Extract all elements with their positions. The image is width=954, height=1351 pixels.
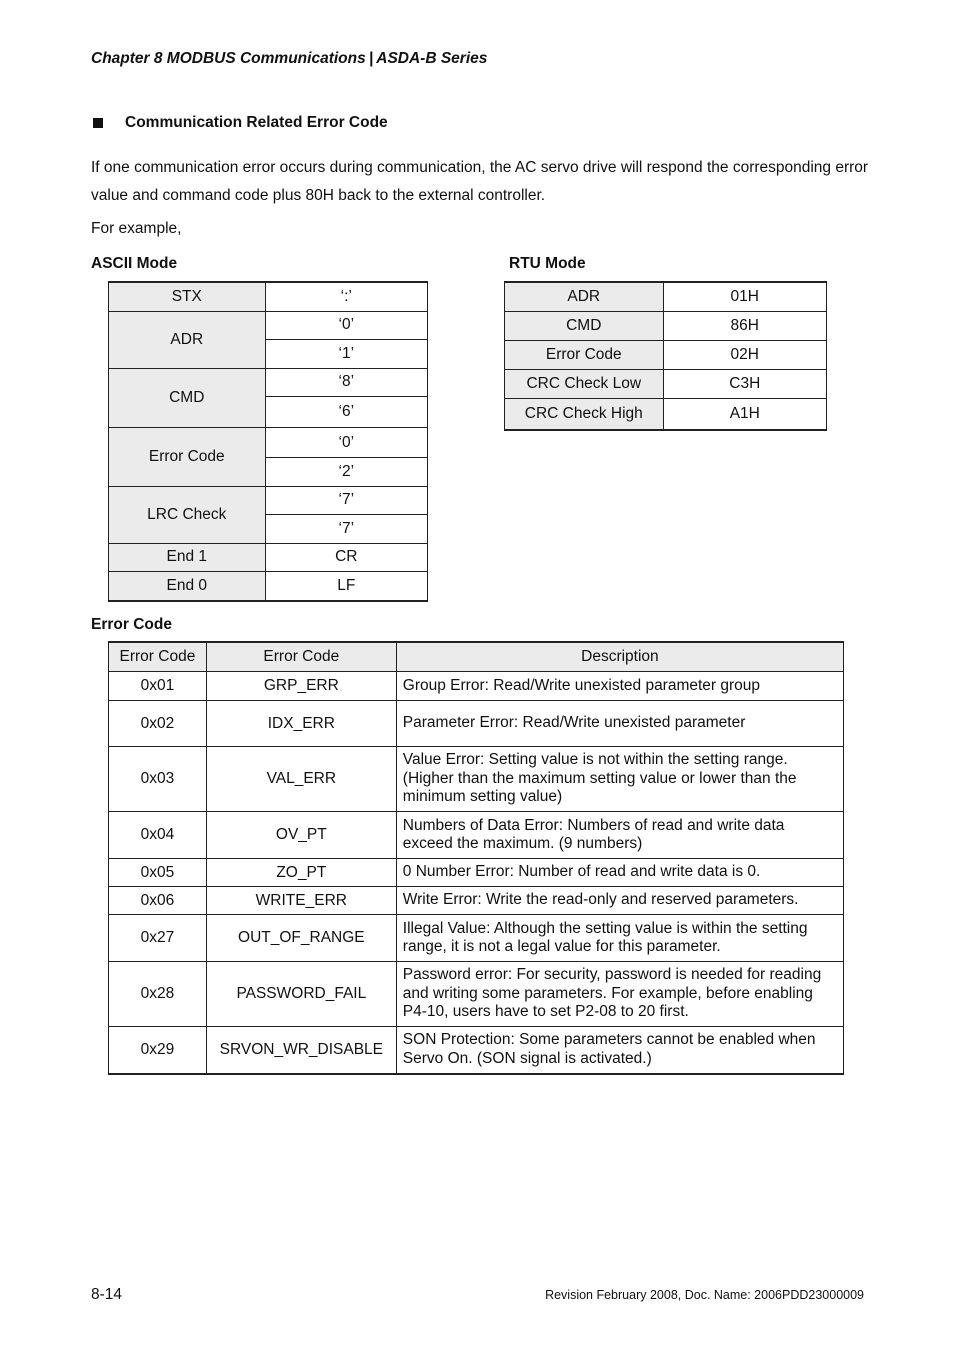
table-row (505, 282, 827, 312)
error-code-cell: 0x05 (109, 859, 207, 887)
error-name-cell: GRP_ERR (206, 672, 396, 701)
field-value: ‘8’ (265, 368, 427, 397)
field-value: ‘7’ (265, 515, 427, 544)
error-name-cell: WRITE_ERR (206, 887, 396, 915)
field-name: LRC Check (109, 486, 266, 543)
ascii-mode-table (108, 281, 428, 602)
table-row (109, 672, 844, 701)
field-value: 86H (663, 312, 826, 341)
column-header: Error Code (206, 642, 396, 672)
table-row (109, 701, 844, 747)
section-title: Communication Related Error Code (125, 114, 388, 131)
field-name: CMD (109, 368, 266, 428)
description-cell: Illegal Value: Although the setting value is within the setting range, it is not a legal value for this parameter. (396, 915, 843, 962)
error-code-cell: 0x01 (109, 672, 207, 701)
table-row (109, 962, 844, 1027)
description-cell: Group Error: Read/Write unexisted parameter group (396, 672, 843, 701)
field-name: End 1 (109, 543, 266, 572)
intro-paragraph: If one communication error occurs during communication, the AC servo drive will respond the corresponding error value and command code plus 80H back to the external controller. (91, 159, 869, 204)
error-name-cell: ZO_PT (206, 859, 396, 887)
table-row (109, 368, 428, 397)
field-value: ‘:’ (265, 282, 427, 311)
field-value: CR (265, 543, 427, 572)
error-code-label: Error Code (91, 616, 172, 633)
table-row (109, 572, 428, 601)
table-header-row (109, 642, 844, 672)
page-header: Chapter 8 MODBUS Communications | ASDA-B Series (91, 50, 488, 67)
field-value: ‘7’ (265, 486, 427, 515)
description-cell: Write Error: Write the read-only and reserved parameters. (396, 887, 843, 915)
table-row (505, 370, 827, 399)
error-name-cell: PASSWORD_FAIL (206, 962, 396, 1027)
column-header: Description (396, 642, 843, 672)
error-code-cell: 0x03 (109, 747, 207, 812)
description-cell: Numbers of Data Error: Numbers of read and write data exceed the maximum. (9 numbers) (396, 812, 843, 859)
error-code-cell: 0x29 (109, 1027, 207, 1074)
field-name: ADR (505, 282, 664, 312)
table-row (109, 428, 428, 458)
error-code-cell: 0x04 (109, 812, 207, 859)
error-name-cell: IDX_ERR (206, 701, 396, 747)
field-value: ‘6’ (265, 397, 427, 428)
field-name: CRC Check High (505, 399, 664, 431)
table-row (109, 915, 844, 962)
field-value: ‘0’ (265, 428, 427, 458)
example-label: For example, (91, 220, 182, 237)
bullet-square-icon (93, 118, 103, 128)
table-row (109, 887, 844, 915)
error-code-cell: 0x28 (109, 962, 207, 1027)
field-name: CMD (505, 312, 664, 341)
page-number: 8-14 (91, 1286, 123, 1303)
table-row (109, 543, 428, 572)
table-row (109, 812, 844, 859)
description-cell: 0 Number Error: Number of read and write data is 0. (396, 859, 843, 887)
field-name: Error Code (505, 341, 664, 370)
description-cell: SON Protection: Some parameters cannot be enabled when Servo On. (SON signal is activated.) (396, 1027, 843, 1074)
field-value: ‘1’ (265, 340, 427, 369)
description-cell: Parameter Error: Read/Write unexisted parameter (396, 701, 843, 747)
error-name-cell: OV_PT (206, 812, 396, 859)
section-heading (91, 114, 388, 132)
rtu-mode-table (504, 281, 827, 431)
error-name-cell: SRVON_WR_DISABLE (206, 1027, 396, 1074)
error-code-cell: 0x06 (109, 887, 207, 915)
description-cell: Password error: For security, password is needed for reading and writing some parameters. For example, before enabling P4-10, users have to set P2-08 to 20 first. (396, 962, 843, 1027)
error-code-cell: 0x02 (109, 701, 207, 747)
field-value: A1H (663, 399, 826, 431)
field-name: Error Code (109, 428, 266, 487)
field-value: ‘2’ (265, 458, 427, 487)
revision-note: Revision February 2008, Doc. Name: 2006PDD23000009 (545, 1288, 864, 1302)
table-row (109, 311, 428, 340)
field-name: ADR (109, 311, 266, 368)
table-row (109, 747, 844, 812)
table-row (109, 282, 428, 311)
error-name-cell: OUT_OF_RANGE (206, 915, 396, 962)
table-row (505, 399, 827, 431)
field-value: 02H (663, 341, 826, 370)
error-code-table (108, 641, 844, 1075)
error-name-cell: VAL_ERR (206, 747, 396, 812)
field-value: LF (265, 572, 427, 601)
table-row (505, 341, 827, 370)
table-row (109, 1027, 844, 1074)
field-name: End 0 (109, 572, 266, 601)
field-value: 01H (663, 282, 826, 312)
table-row (109, 859, 844, 887)
field-value: C3H (663, 370, 826, 399)
table-row (109, 486, 428, 515)
ascii-mode-label: ASCII Mode (91, 255, 178, 272)
field-value: ‘0’ (265, 311, 427, 340)
error-code-cell: 0x27 (109, 915, 207, 962)
field-name: STX (109, 282, 266, 311)
field-name: CRC Check Low (505, 370, 664, 399)
description-cell: Value Error: Setting value is not within the setting range. (Higher than the maximum setting value or lower than the minimum setting value) (396, 747, 843, 812)
table-row (505, 312, 827, 341)
column-header: Error Code (109, 642, 207, 672)
rtu-mode-label: RTU Mode (509, 255, 586, 272)
